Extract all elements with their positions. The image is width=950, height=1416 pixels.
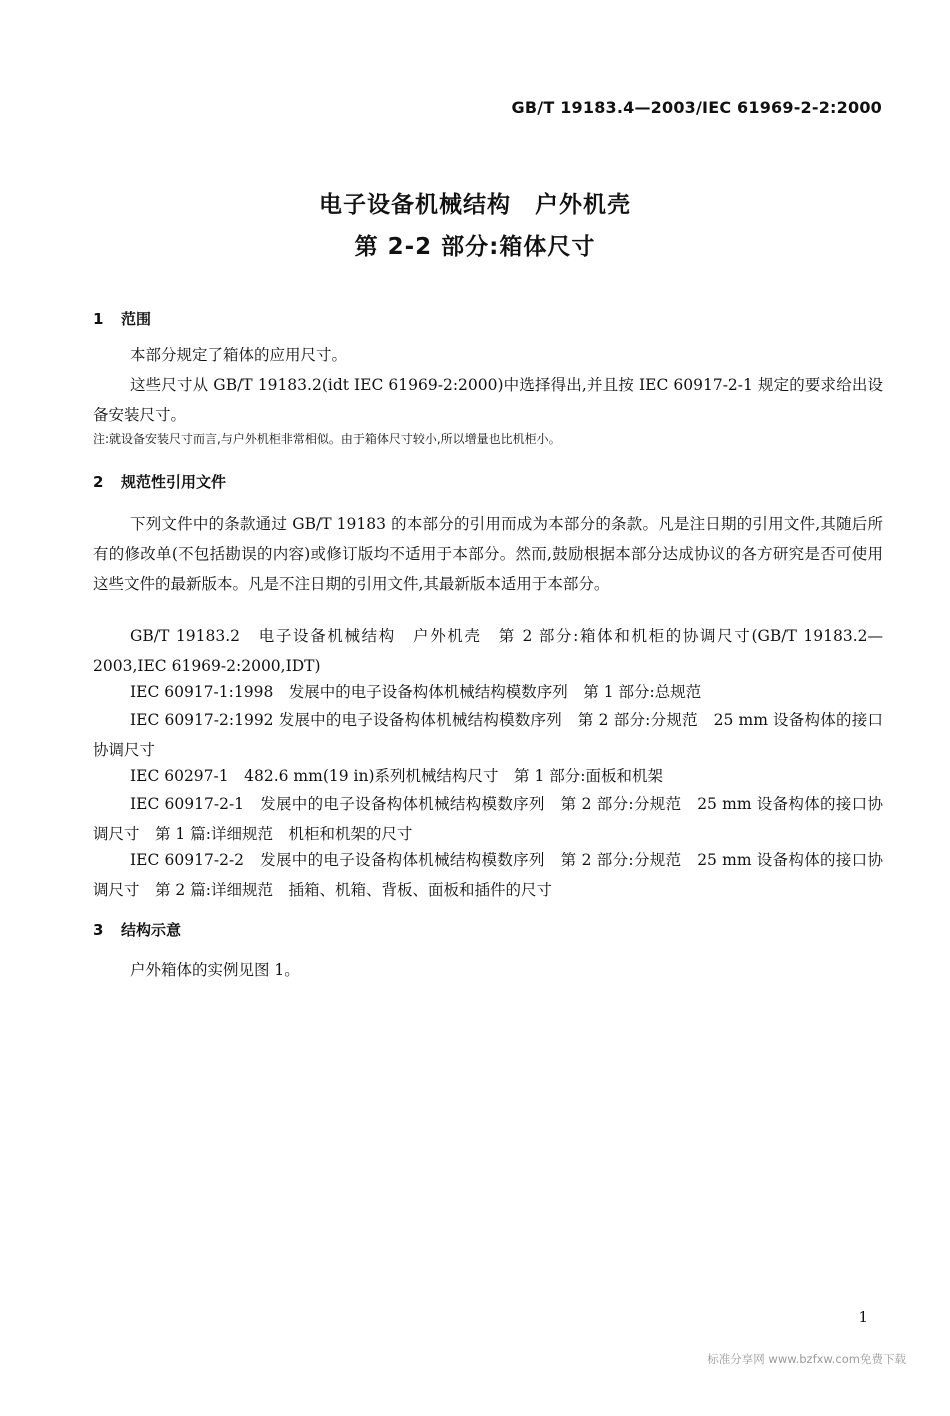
document-title-line-2: 第 2-2 部分:箱体尺寸 [354,234,596,260]
section-1-note: 注:就设备安装尺寸而言,与户外机柜非常相似。由于箱体尺寸较小,所以增量也比机柜小。 [93,432,561,446]
section-1-paragraph-2: 这些尺寸从 GB/T 19183.2(idt IEC 61969-2:2000)中选择得出,并且按 IEC 60917-2-1 规定的要求给出设备安装尺寸。 [93,376,883,424]
section-2-number: 2 [93,473,104,491]
section-2-heading [93,471,226,492]
reference-item: IEC 60917-2:1992 发展中的电子设备构体机械结构模数序列 第 2 部分:分规范 25 mm 设备构体的接口协调尺寸 [93,711,883,759]
reference-item: IEC 60297-1 482.6 mm(19 in)系列机械结构尺寸 第 1 部分:面板和机架 [130,767,663,785]
section-3-number: 3 [93,921,104,939]
document-title-line-1: 电子设备机械结构 户外机壳 [319,192,631,218]
reference-item: GB/T 19183.2 电子设备机械结构 户外机壳 第 2 部分:箱体和机柜的协调尺寸(GB/T 19183.2—2003,IEC 61969-2:2000,IDT) [93,627,883,675]
section-2-intro: 下列文件中的条款通过 GB/T 19183 的本部分的引用而成为本部分的条款。凡是注日期的引用文件,其随后所有的修改单(不包括勘误的内容)或修订版均不适用于本部分。然而,鼓励根据本部分达成协议的各方研究是否可使用这些文件的最新版本。凡是不注日期的引用文件,其最新版本适用于本部分。 [93,515,883,593]
standard-number: GB/T 19183.4—2003/IEC 61969-2-2:2000 [511,98,882,117]
site-watermark: 标准分享网 www.bzfxw.com免费下载 [707,1352,906,1366]
section-1-heading [93,308,151,329]
section-1-number: 1 [93,310,104,328]
section-2-title: 规范性引用文件 [121,473,227,491]
section-3-title: 结构示意 [121,921,182,939]
reference-item: IEC 60917-2-2 发展中的电子设备构体机械结构模数序列 第 2 部分:分规范 25 mm 设备构体的接口协调尺寸 第 2 篇:详细规范 插箱、机箱、背板、面板和插件的尺寸 [93,851,883,899]
reference-item: IEC 60917-1:1998 发展中的电子设备构体机械结构模数序列 第 1 部分:总规范 [130,683,702,701]
reference-item: IEC 60917-2-1 发展中的电子设备构体机械结构模数序列 第 2 部分:分规范 25 mm 设备构体的接口协调尺寸 第 1 篇:详细规范 机柜和机架的尺寸 [93,795,883,843]
section-1-paragraph-1: 本部分规定了箱体的应用尺寸。 [130,346,348,364]
page-number: 1 [858,1308,868,1326]
section-3-paragraph-1: 户外箱体的实例见图 1。 [130,961,300,979]
section-1-title: 范围 [121,310,152,328]
section-3-heading [93,919,181,940]
